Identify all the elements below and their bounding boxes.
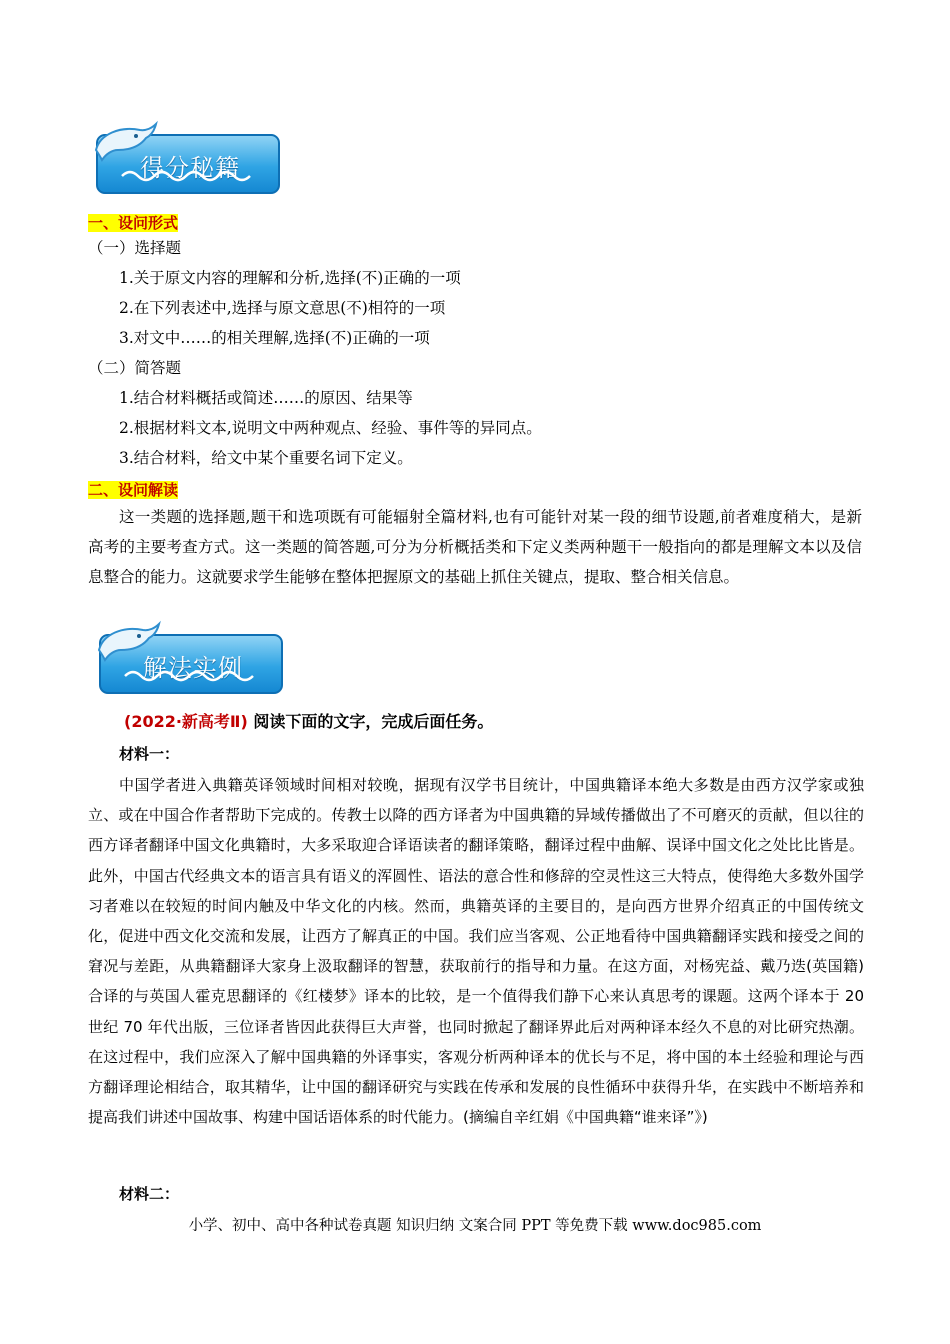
material-one-passage: 中国学者进入典籍英译领域时间相对较晚，据现有汉学书目统计，中国典籍译本绝大多数是由西方汉学家或独立、或在中国合作者帮助下完成的。传教士以降的西方译者为中国典籍的异域传播做出了不可磨灭的贡献，但以往的西方译者翻译中国文化典籍时，大多采取迎合译语读者的翻译策略，翻译过程中曲解、误译中国文化之处比比皆是。此外，中国古代经典文本的语言具有语义的浑圆性、语法的意合性和修辞的空灵性这三大特点，使得绝大多数外国学习者难以在较短的时间内触及中华文化的内核。然而，典籍英译的主要目的，是向西方世界介绍真正的中国传统文化，促进中西文化交流和发展，让西方了解真正的中国。我们应当客观、公正地看待中国典籍翻译实践和接受之间的窘况与差距，从典籍翻译大家身上汲取翻译的智慧，获取前行的指导和力量。在这方面，对杨宪益、戴乃迭(英国籍)合译的与英国人霍克思翻译的《红楼梦》译本的比较，是一个值得我们静下心来认真思考的课题。这两个译本于 20 世纪 70 年代出版，三位译者皆因此获得巨大声誉，也同时掀起了翻译界此后对两种译本经久不息的对比研究热潮。在这过程中，我们应深入了解中国典籍的外译事实，客观分析两种译本的优长与不足，将中国的本土经验和理论与西方翻译理论相结合，取其精华，让中国的翻译研究与实践在传承和发展的良性循环中获得升华，在实践中不断培养和提高我们讲述中国故事、构建中国话语体系的时代能力。(摘编自辛红娟《中国典籍“谁来译”》) (88, 776, 864, 1127)
heading-question-forms: 一、设问形式 (88, 214, 179, 232)
choice-item: 3.对文中……的相关理解,选择(不)正确的一项 (119, 329, 430, 347)
choice-item: 1.关于原文内容的理解和分析,选择(不)正确的一项 (119, 269, 461, 287)
material-one-label: 材料一： (119, 745, 180, 763)
choice-item: 2.在下列表述中,选择与原文意思(不)相符的一项 (119, 299, 446, 317)
choice-title: （一）选择题 (88, 239, 182, 257)
short-answer-item: 3.结合材料，给文中某个重要名词下定义。 (119, 449, 413, 467)
wave-icon (123, 664, 263, 684)
short-answer-item: 1.结合材料概括或简述……的原因、结果等 (119, 389, 413, 407)
section-banner-tips (90, 120, 285, 200)
banner-title: 解法实例 (143, 654, 243, 682)
banner-title: 得分秘籍 (140, 154, 240, 182)
interpretation-paragraph: 这一类题的选择题,题干和选项既有可能辐射全篇材料,也有可能针对某一段的细节设题,前者难度稍大，是新高考的主要考查方式。这一类题的简答题,可分为分析概括类和下定义类两种题干一般指向的都是理解文本以及信息整合的能力。这就要求学生能够在整体把握原文的基础上抓住关键点，提取、整合相关信息。 (88, 508, 862, 586)
heading-question-interpretation: 二、设问解读 (88, 481, 179, 499)
page-footer: 小学、初中、高中各种试卷真题 知识归纳 文案合同 PPT 等免费下载 www.doc985.com (188, 1218, 762, 1234)
short-answer-title: （二）简答题 (88, 359, 182, 377)
material-two-label: 材料二： (119, 1185, 180, 1203)
section-banner-examples (93, 620, 288, 700)
short-answer-item: 2.根据材料文本,说明文中两种观点、经验、事件等的异同点。 (119, 419, 542, 437)
task-instruction: 阅读下面的文字，完成后面任务。 (253, 712, 494, 731)
wave-icon (120, 164, 260, 184)
exam-source: (2022·新高考Ⅱ) (124, 712, 248, 731)
